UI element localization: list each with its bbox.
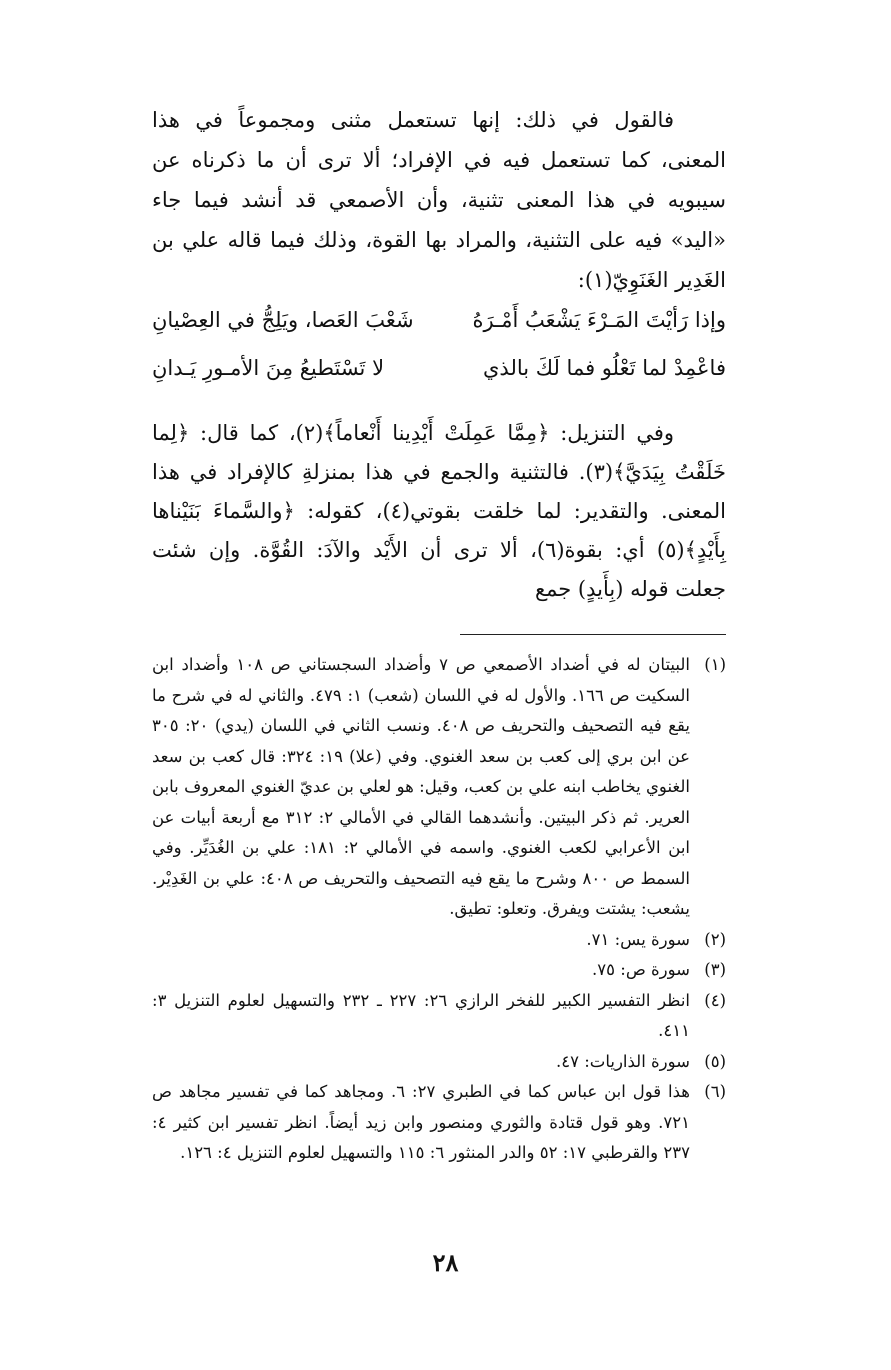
- footnote-3: [152, 955, 726, 986]
- verse-line: [152, 300, 726, 348]
- footnote-number: (٦): [704, 1082, 726, 1101]
- poetry-verses: [152, 300, 726, 396]
- footnote-6: [152, 1077, 726, 1169]
- footnotes: [152, 650, 726, 1169]
- paragraph-intro: فالقول في ذلك: إنها تستعمل مثنى ومجموعاً في هذا المعنى، كما تستعمل فيه في الإفراد؛ ألا ترى أن ما ذكرناه عن سيبويه في هذا المعنى تثنية، وأن الأصمعي قد أنشد فيما جاء «اليد» فيه على التثنية، والمراد بها القوة، وذلك فيما قاله علي بن الغَدِير الغَنَوِيّ(١):: [152, 108, 726, 292]
- footnote-2: [152, 925, 726, 956]
- footnote-text: البيتان له في أضداد الأصمعي ص ٧ وأضداد السجستاني ص ١٠٨ وأضداد ابن السكيت ص ١٦٦. والأول له في اللسان (شعب) ١: ٤٧٩. والثاني له في شرح ما يقع فيه التصحيف والتحريف ص ٤٠٨. ونسب الثاني في اللسان (يدي) ٢٠: ٣٠٥ عن ابن بري إلى كعب بن سعد الغنوي. وفي (علا) ١٩: ٣٢٤: قال كعب بن سعد الغنوي يخاطب ابنه علي بن كعب، وقيل: هو لعلي بن عديّ الغنوي المعروف بابن العرير. ثم ذكر البيتين. وأنشدهما القالي في الأمالي ٢: ٣١٢ مع أربعة أبيات عن ابن الأعرابي لكعب الغنوي. واسمه في الأمالي ٢: ١٨١: علي بن الغُدَيِّر. وفي السمط ص ٨٠٠ وشرح ما يقع فيه التصحيف والتحريف ص ٤٠٨: علي بن الغَدِيْر. يشعب: يشتت ويفرق. وتعلو: تطيق.: [152, 655, 691, 918]
- footnote-number: (٤): [704, 990, 726, 1010]
- footnote-number: (١): [704, 655, 726, 674]
- verse-second-hemistich: شَعْبَ العَصا، ويَلِجُّ في العِصْيانِ: [152, 308, 414, 332]
- footnote-number: (٣): [704, 960, 726, 979]
- footnote-text: سورة الذاريات: ٤٧.: [556, 1051, 690, 1071]
- main-text-continued: [152, 414, 726, 609]
- footnote-1: [152, 650, 726, 925]
- verse-first-hemistich: وإذا رَأيْتَ المَـرْءَ يَشْعَبُ أَمْـرَهُ: [472, 308, 726, 332]
- footnote-number: (٥): [704, 1051, 726, 1071]
- footnote-text: انظر التفسير الكبير للفخر الرازي ٢٦: ٢٢٧ ـ ٢٣٢ والتسهيل لعلوم التنزيل ٣: ٤١١.: [152, 990, 690, 1040]
- footnote-text: سورة ص: ٧٥.: [592, 960, 690, 979]
- footnote-text: هذا قول ابن عباس كما في الطبري ٢٧: ٦. ومجاهد كما في تفسير مجاهد ص ٧٢١. وهو قول قتادة والثوري ومنصور وابن زيد أيضاً. انظر تفسير ابن كثير ٤: ٢٣٧ والقرطبي ١٧: ٥٢ والدر المنثور ٦: ١١٥ والتسهيل لعلوم التنزيل ٤: ١٢٦.: [152, 1082, 690, 1162]
- footnote-text: سورة يس: ٧١.: [586, 929, 690, 949]
- verse-line: [152, 348, 726, 396]
- page-number: ٢٨: [432, 1248, 459, 1277]
- verse-second-hemistich: لا تَسْتَطيعُ مِنَ الأمـورِ يَـدانِ: [152, 356, 385, 380]
- verse-first-hemistich: فاعْمِدْ لما تَعْلُو فما لَكَ بالذي: [483, 356, 726, 380]
- footnote-5: [152, 1047, 726, 1078]
- paragraph-tanzil: وفي التنزيل: ﴿مِمَّا عَمِلَتْ أَيْدِينا أَنْعاماً﴾(٢)، كما قال: ﴿لِما خَلَقْتُ بِيَدَيَّ﴾(٣). فالتثنية والجمع في هذا بمنزلةِ كالإفراد في هذا المعنى. والتقدير: لما خلقت بقوتي(٤)، كقوله: ﴿والسَّماءَ بَنَيْناها بِأَيْدٍ﴾(٥) أي: بقوة(٦)، ألا ترى أن الأَيْد والآدَ: القُوَّة. وإن شئت جعلت قوله (بِأَيدٍ) جمع: [152, 421, 726, 601]
- footnote-separator: [460, 634, 726, 635]
- main-text: [152, 100, 726, 300]
- footnote-4: [152, 986, 726, 1047]
- footnote-number: (٢): [704, 929, 726, 949]
